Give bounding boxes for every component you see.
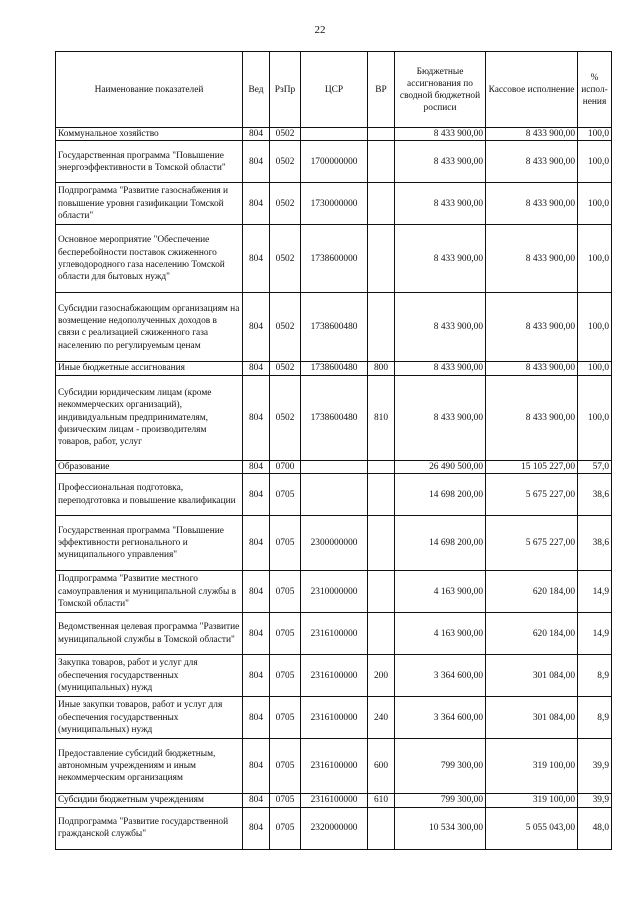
cell-ved: 804 [243, 460, 270, 473]
cell-rzpr: 0705 [270, 516, 301, 571]
cell-vr: 200 [368, 655, 395, 697]
cell-name: Государственная программа "Повышение энергоэффективности в Томской области" [56, 141, 243, 183]
cell-assignments: 8 433 900,00 [395, 183, 486, 225]
cell-ved: 804 [243, 571, 270, 613]
cell-vr [368, 613, 395, 655]
table-row [56, 183, 612, 225]
header-assignments: Бюджетные ассигнования по сводной бюджетной росписи [395, 52, 486, 128]
cell-ved: 804 [243, 794, 270, 807]
cell-percent: 8,9 [578, 697, 612, 739]
cell-csr: 1730000000 [301, 183, 368, 225]
cell-assignments: 4 163 900,00 [395, 613, 486, 655]
cell-csr: 2316100000 [301, 739, 368, 794]
cell-csr: 1738600480 [301, 362, 368, 375]
cell-name: Иные закупки товаров, работ и услуг для обеспечения государственных (муниципальных) нужд [56, 697, 243, 739]
cell-percent: 100,0 [578, 362, 612, 375]
cell-assignments: 10 534 300,00 [395, 807, 486, 849]
cell-rzpr: 0705 [270, 474, 301, 516]
cell-rzpr: 0705 [270, 739, 301, 794]
cell-vr [368, 474, 395, 516]
cell-csr: 2316100000 [301, 697, 368, 739]
cell-cash: 301 084,00 [486, 697, 578, 739]
cell-percent: 38,6 [578, 474, 612, 516]
table-row [56, 375, 612, 460]
cell-cash: 15 105 227,00 [486, 460, 578, 473]
table-row [56, 474, 612, 516]
cell-percent: 100,0 [578, 375, 612, 460]
cell-percent: 14,9 [578, 613, 612, 655]
cell-csr: 2300000000 [301, 516, 368, 571]
cell-percent: 14,9 [578, 571, 612, 613]
cell-vr: 600 [368, 739, 395, 794]
cell-percent: 100,0 [578, 293, 612, 362]
table-row [56, 128, 612, 141]
cell-csr: 1700000000 [301, 141, 368, 183]
cell-rzpr: 0705 [270, 655, 301, 697]
cell-percent: 38,6 [578, 516, 612, 571]
table-row [56, 739, 612, 794]
cell-rzpr: 0502 [270, 128, 301, 141]
cell-csr [301, 128, 368, 141]
table-row [56, 655, 612, 697]
cell-vr [368, 571, 395, 613]
page-number: 22 [314, 24, 326, 36]
table-row [56, 141, 612, 183]
cell-name: Основное мероприятие "Обеспечение бесперебойности поставок сжиженного углеводородного газа населению Томской области для бытовых нужд" [56, 225, 243, 293]
header-vr: ВР [368, 52, 395, 128]
cell-cash: 8 433 900,00 [486, 225, 578, 293]
cell-name: Иные бюджетные ассигнования [56, 362, 243, 375]
cell-percent: 100,0 [578, 183, 612, 225]
cell-assignments: 3 364 600,00 [395, 655, 486, 697]
cell-csr: 2320000000 [301, 807, 368, 849]
cell-name: Подпрограмма "Развитие местного самоуправления и муниципальной службы в Томской области" [56, 571, 243, 613]
cell-name: Субсидии юридическим лицам (кроме некоммерческих организаций), индивидуальным предпринимателям, физическим лицам - производителям товаров, работ, услуг [56, 375, 243, 460]
cell-ved: 804 [243, 739, 270, 794]
cell-assignments: 8 433 900,00 [395, 362, 486, 375]
table-row [56, 571, 612, 613]
cell-percent: 39,9 [578, 794, 612, 807]
header-ved: Вед [243, 52, 270, 128]
cell-percent: 39,9 [578, 739, 612, 794]
cell-assignments: 14 698 200,00 [395, 474, 486, 516]
cell-cash: 620 184,00 [486, 613, 578, 655]
table-row [56, 794, 612, 807]
cell-vr: 610 [368, 794, 395, 807]
cell-rzpr: 0502 [270, 293, 301, 362]
cell-name: Субсидии бюджетным учреждениям [56, 794, 243, 807]
cell-ved: 804 [243, 225, 270, 293]
cell-vr [368, 293, 395, 362]
table-row [56, 697, 612, 739]
cell-ved: 804 [243, 183, 270, 225]
cell-ved: 804 [243, 128, 270, 141]
cell-vr [368, 183, 395, 225]
cell-csr: 2316100000 [301, 613, 368, 655]
cell-cash: 5 055 043,00 [486, 807, 578, 849]
cell-name: Предоставление субсидий бюджетным, автономным учреждениям и иным некоммерческим организациям [56, 739, 243, 794]
cell-percent: 100,0 [578, 128, 612, 141]
cell-vr [368, 141, 395, 183]
cell-rzpr: 0502 [270, 362, 301, 375]
cell-cash: 5 675 227,00 [486, 516, 578, 571]
budget-execution-table [55, 51, 612, 850]
cell-assignments: 8 433 900,00 [395, 225, 486, 293]
cell-ved: 804 [243, 293, 270, 362]
cell-name: Закупка товаров, работ и услуг для обеспечения государственных (муниципальных) нужд [56, 655, 243, 697]
cell-name: Субсидии газоснабжающим организациям на возмещение недополученных доходов в связи с реализацией сжиженного газа населению по регулируемым ценам [56, 293, 243, 362]
cell-csr [301, 460, 368, 473]
cell-csr: 2316100000 [301, 794, 368, 807]
cell-cash: 319 100,00 [486, 739, 578, 794]
cell-cash: 8 433 900,00 [486, 375, 578, 460]
cell-vr [368, 128, 395, 141]
cell-csr [301, 474, 368, 516]
cell-assignments: 799 300,00 [395, 794, 486, 807]
cell-vr [368, 516, 395, 571]
cell-vr: 240 [368, 697, 395, 739]
cell-rzpr: 0705 [270, 807, 301, 849]
cell-cash: 5 675 227,00 [486, 474, 578, 516]
cell-rzpr: 0705 [270, 794, 301, 807]
cell-csr: 1738600000 [301, 225, 368, 293]
cell-assignments: 8 433 900,00 [395, 375, 486, 460]
cell-rzpr: 0502 [270, 225, 301, 293]
cell-vr: 810 [368, 375, 395, 460]
header-rzpr: РзПр [270, 52, 301, 128]
cell-name: Коммунальное хозяйство [56, 128, 243, 141]
cell-percent: 8,9 [578, 655, 612, 697]
cell-rzpr: 0700 [270, 460, 301, 473]
cell-assignments: 8 433 900,00 [395, 128, 486, 141]
table-row [56, 225, 612, 293]
cell-name: Профессиональная подготовка, переподготовка и повышение квалификации [56, 474, 243, 516]
cell-ved: 804 [243, 613, 270, 655]
cell-vr: 800 [368, 362, 395, 375]
cell-assignments: 14 698 200,00 [395, 516, 486, 571]
cell-rzpr: 0705 [270, 697, 301, 739]
cell-ved: 804 [243, 474, 270, 516]
cell-assignments: 799 300,00 [395, 739, 486, 794]
header-percent: % испол-нения [578, 52, 612, 128]
cell-rzpr: 0502 [270, 375, 301, 460]
cell-cash: 8 433 900,00 [486, 362, 578, 375]
cell-ved: 804 [243, 697, 270, 739]
cell-name: Государственная программа "Повышение эффективности регионального и муниципального управления" [56, 516, 243, 571]
table-row [56, 362, 612, 375]
cell-ved: 804 [243, 807, 270, 849]
cell-vr [368, 225, 395, 293]
cell-ved: 804 [243, 655, 270, 697]
cell-assignments: 26 490 500,00 [395, 460, 486, 473]
cell-rzpr: 0502 [270, 141, 301, 183]
table-row [56, 516, 612, 571]
cell-assignments: 3 364 600,00 [395, 697, 486, 739]
cell-rzpr: 0705 [270, 571, 301, 613]
cell-vr [368, 460, 395, 473]
cell-percent: 48,0 [578, 807, 612, 849]
cell-csr: 2316100000 [301, 655, 368, 697]
cell-csr: 1738600480 [301, 375, 368, 460]
table-row [56, 807, 612, 849]
cell-assignments: 8 433 900,00 [395, 293, 486, 362]
cell-name: Образование [56, 460, 243, 473]
table-row [56, 613, 612, 655]
cell-cash: 620 184,00 [486, 571, 578, 613]
cell-name: Подпрограмма "Развитие газоснабжения и повышение уровня газификации Томской области" [56, 183, 243, 225]
cell-assignments: 8 433 900,00 [395, 141, 486, 183]
cell-cash: 8 433 900,00 [486, 141, 578, 183]
table-row [56, 460, 612, 473]
cell-cash: 301 084,00 [486, 655, 578, 697]
cell-cash: 8 433 900,00 [486, 128, 578, 141]
cell-ved: 804 [243, 141, 270, 183]
cell-rzpr: 0502 [270, 183, 301, 225]
cell-vr [368, 807, 395, 849]
cell-name: Подпрограмма "Развитие государственной гражданской службы" [56, 807, 243, 849]
table-header-row [56, 52, 612, 128]
cell-ved: 804 [243, 516, 270, 571]
cell-rzpr: 0705 [270, 613, 301, 655]
cell-csr: 2310000000 [301, 571, 368, 613]
cell-percent: 57,0 [578, 460, 612, 473]
header-cash-execution: Кассовое исполнение [486, 52, 578, 128]
cell-csr: 1738600480 [301, 293, 368, 362]
cell-name: Ведомственная целевая программа "Развитие муниципальной службы в Томской области" [56, 613, 243, 655]
cell-percent: 100,0 [578, 141, 612, 183]
cell-ved: 804 [243, 375, 270, 460]
table-row [56, 293, 612, 362]
cell-assignments: 4 163 900,00 [395, 571, 486, 613]
cell-percent: 100,0 [578, 225, 612, 293]
cell-cash: 319 100,00 [486, 794, 578, 807]
header-name: Наименование показателей [56, 52, 243, 128]
cell-ved: 804 [243, 362, 270, 375]
cell-cash: 8 433 900,00 [486, 183, 578, 225]
header-csr: ЦСР [301, 52, 368, 128]
cell-cash: 8 433 900,00 [486, 293, 578, 362]
